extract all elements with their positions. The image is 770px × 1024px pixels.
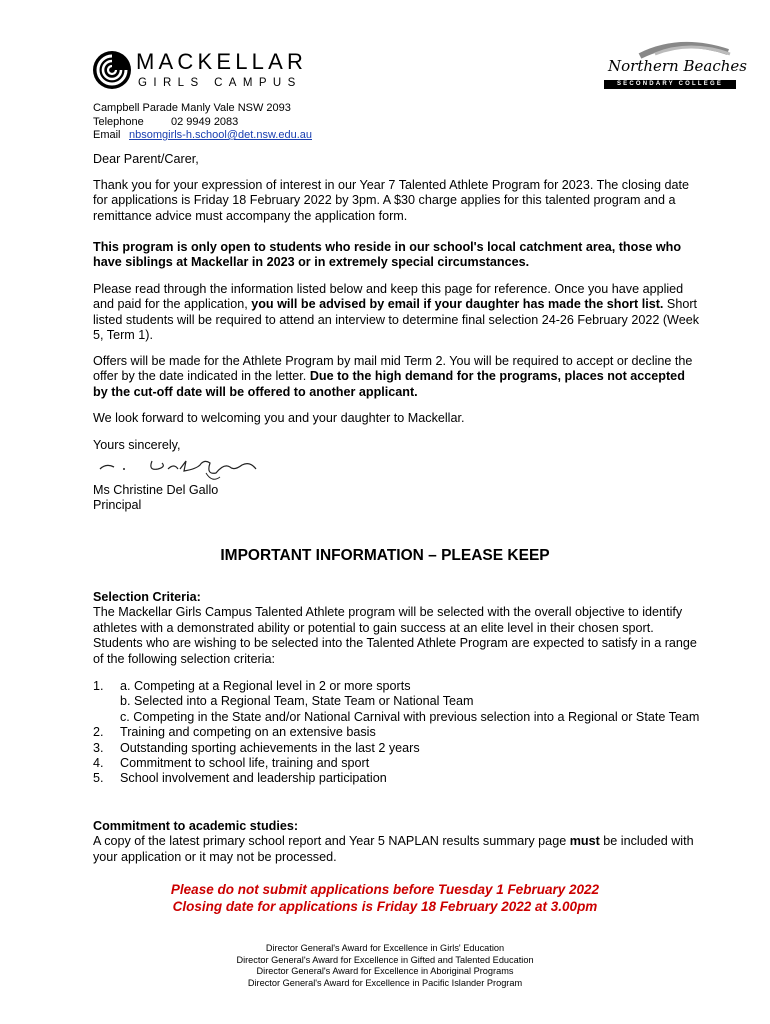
campus-name: GIRLS CAMPUS (138, 77, 302, 89)
telephone-value: 02 9949 2083 (171, 115, 239, 128)
telephone-label: Telephone (93, 115, 144, 128)
paragraph-process: Please read through the information listed below and keep this page for reference. Once you have applied and paid for the application, you will be advised by email if your daughter has made the short list. Short listed students will be required to attend an interview to determine final selection 24-26 February 2022 (Week 5, Term 1). (93, 282, 700, 343)
spiral-logo-icon (92, 50, 132, 90)
criteria-intro: The Mackellar Girls Campus Talented Athlete program will be selected with the overall objective to identify athletes with a demonstrated ability or potential to gain success at an elite level in their chosen sport. Students who are wishing to be selected into the Talented Athlete Program are expected to satisfy in a range of the following selection criteria: (93, 605, 697, 666)
email-link[interactable]: nbsomgirls-h.school@det.nsw.edu.au (129, 129, 312, 141)
signatory-name: Ms Christine Del Gallo (93, 483, 219, 497)
notice-line-1: Please do not submit applications before Tuesday 1 February 2022 (170, 882, 600, 897)
paragraph-eligibility: This program is only open to students who reside in our school's local catchment area, those who have siblings at Mackellar in 2023 or in extremely special circumstances. (93, 240, 682, 270)
list-subitem: c. Competing in the State and/or National Carnival with previous selection into a Regional or State Team (120, 709, 700, 724)
list-item: 3. Outstanding sporting achievements in the last 2 years (93, 740, 420, 755)
award-line: Director General's Award for Excellence in Pacific Islander Program (247, 978, 523, 989)
signatory-block (93, 483, 703, 514)
school-logo (92, 49, 308, 94)
section-heading: IMPORTANT INFORMATION – PLEASE KEEP (220, 547, 550, 564)
college-logo (600, 40, 747, 92)
paragraph-offers: Offers will be made for the Athlete Program by mail mid Term 2. You will be required to accept or decline the offer by the date indicated in the letter. Due to the high demand for the programs, places not accepted by the cut-off date will be offered to another applicant. (93, 354, 693, 399)
list-subitem: b. Selected into a Regional Team, State Team or National Team (120, 694, 474, 709)
criteria-list (93, 679, 703, 787)
school-name: MACKELLAR (136, 49, 308, 74)
college-bar: SECONDARY COLLEGE (604, 80, 736, 89)
award-line: Director General's Award for Excellence in Aboriginal Programs (256, 966, 514, 977)
list-item: 2. Training and competing on an extensive basis (93, 725, 376, 740)
deadline-notice (0, 881, 770, 915)
signatory-role: Principal (93, 498, 142, 513)
address-line: Campbell Parade Manly Vale NSW 2093 (93, 102, 291, 114)
academic-title: Commitment to academic studies: (93, 819, 299, 833)
notice-line-2: Closing date for applications is Friday 18 February 2022 at 3.00pm (172, 899, 598, 914)
award-line: Director General's Award for Excellence in Gifted and Talented Education (236, 954, 534, 965)
email-label: Email (93, 129, 121, 141)
address-block (93, 102, 312, 143)
paragraph-welcome: We look forward to welcoming you and your daughter to Mackellar. (93, 411, 465, 425)
academic-section: Commitment to academic studies: A copy of the latest primary school report and Year 5 NAPLAN results summary page must be included with your application or it may not be processed. (93, 819, 694, 864)
list-item: 1. a. Competing at a Regional level in 2 or more sports (93, 679, 411, 693)
signature-icon (96, 455, 266, 485)
list-item: 5. School involvement and leadership participation (93, 771, 387, 786)
criteria-section (93, 590, 703, 667)
criteria-title: Selection Criteria: (93, 590, 201, 604)
footer-awards (0, 943, 770, 990)
salutation: Dear Parent/Carer, (93, 152, 199, 166)
closing: Yours sincerely, (93, 438, 181, 452)
list-item: 4. Commitment to school life, training and sport (93, 756, 370, 771)
paragraph-intro: Thank you for your expression of interest in our Year 7 Talented Athlete Program for 2023. The closing date for applications is Friday 18 February 2022 by 3pm. A $30 charge applies for this talented program and a remittance advice must accompany the application form. (93, 178, 689, 223)
award-line: Director General's Award for Excellence in Girls' Education (265, 943, 505, 953)
college-script: Northern Beaches (608, 57, 747, 75)
